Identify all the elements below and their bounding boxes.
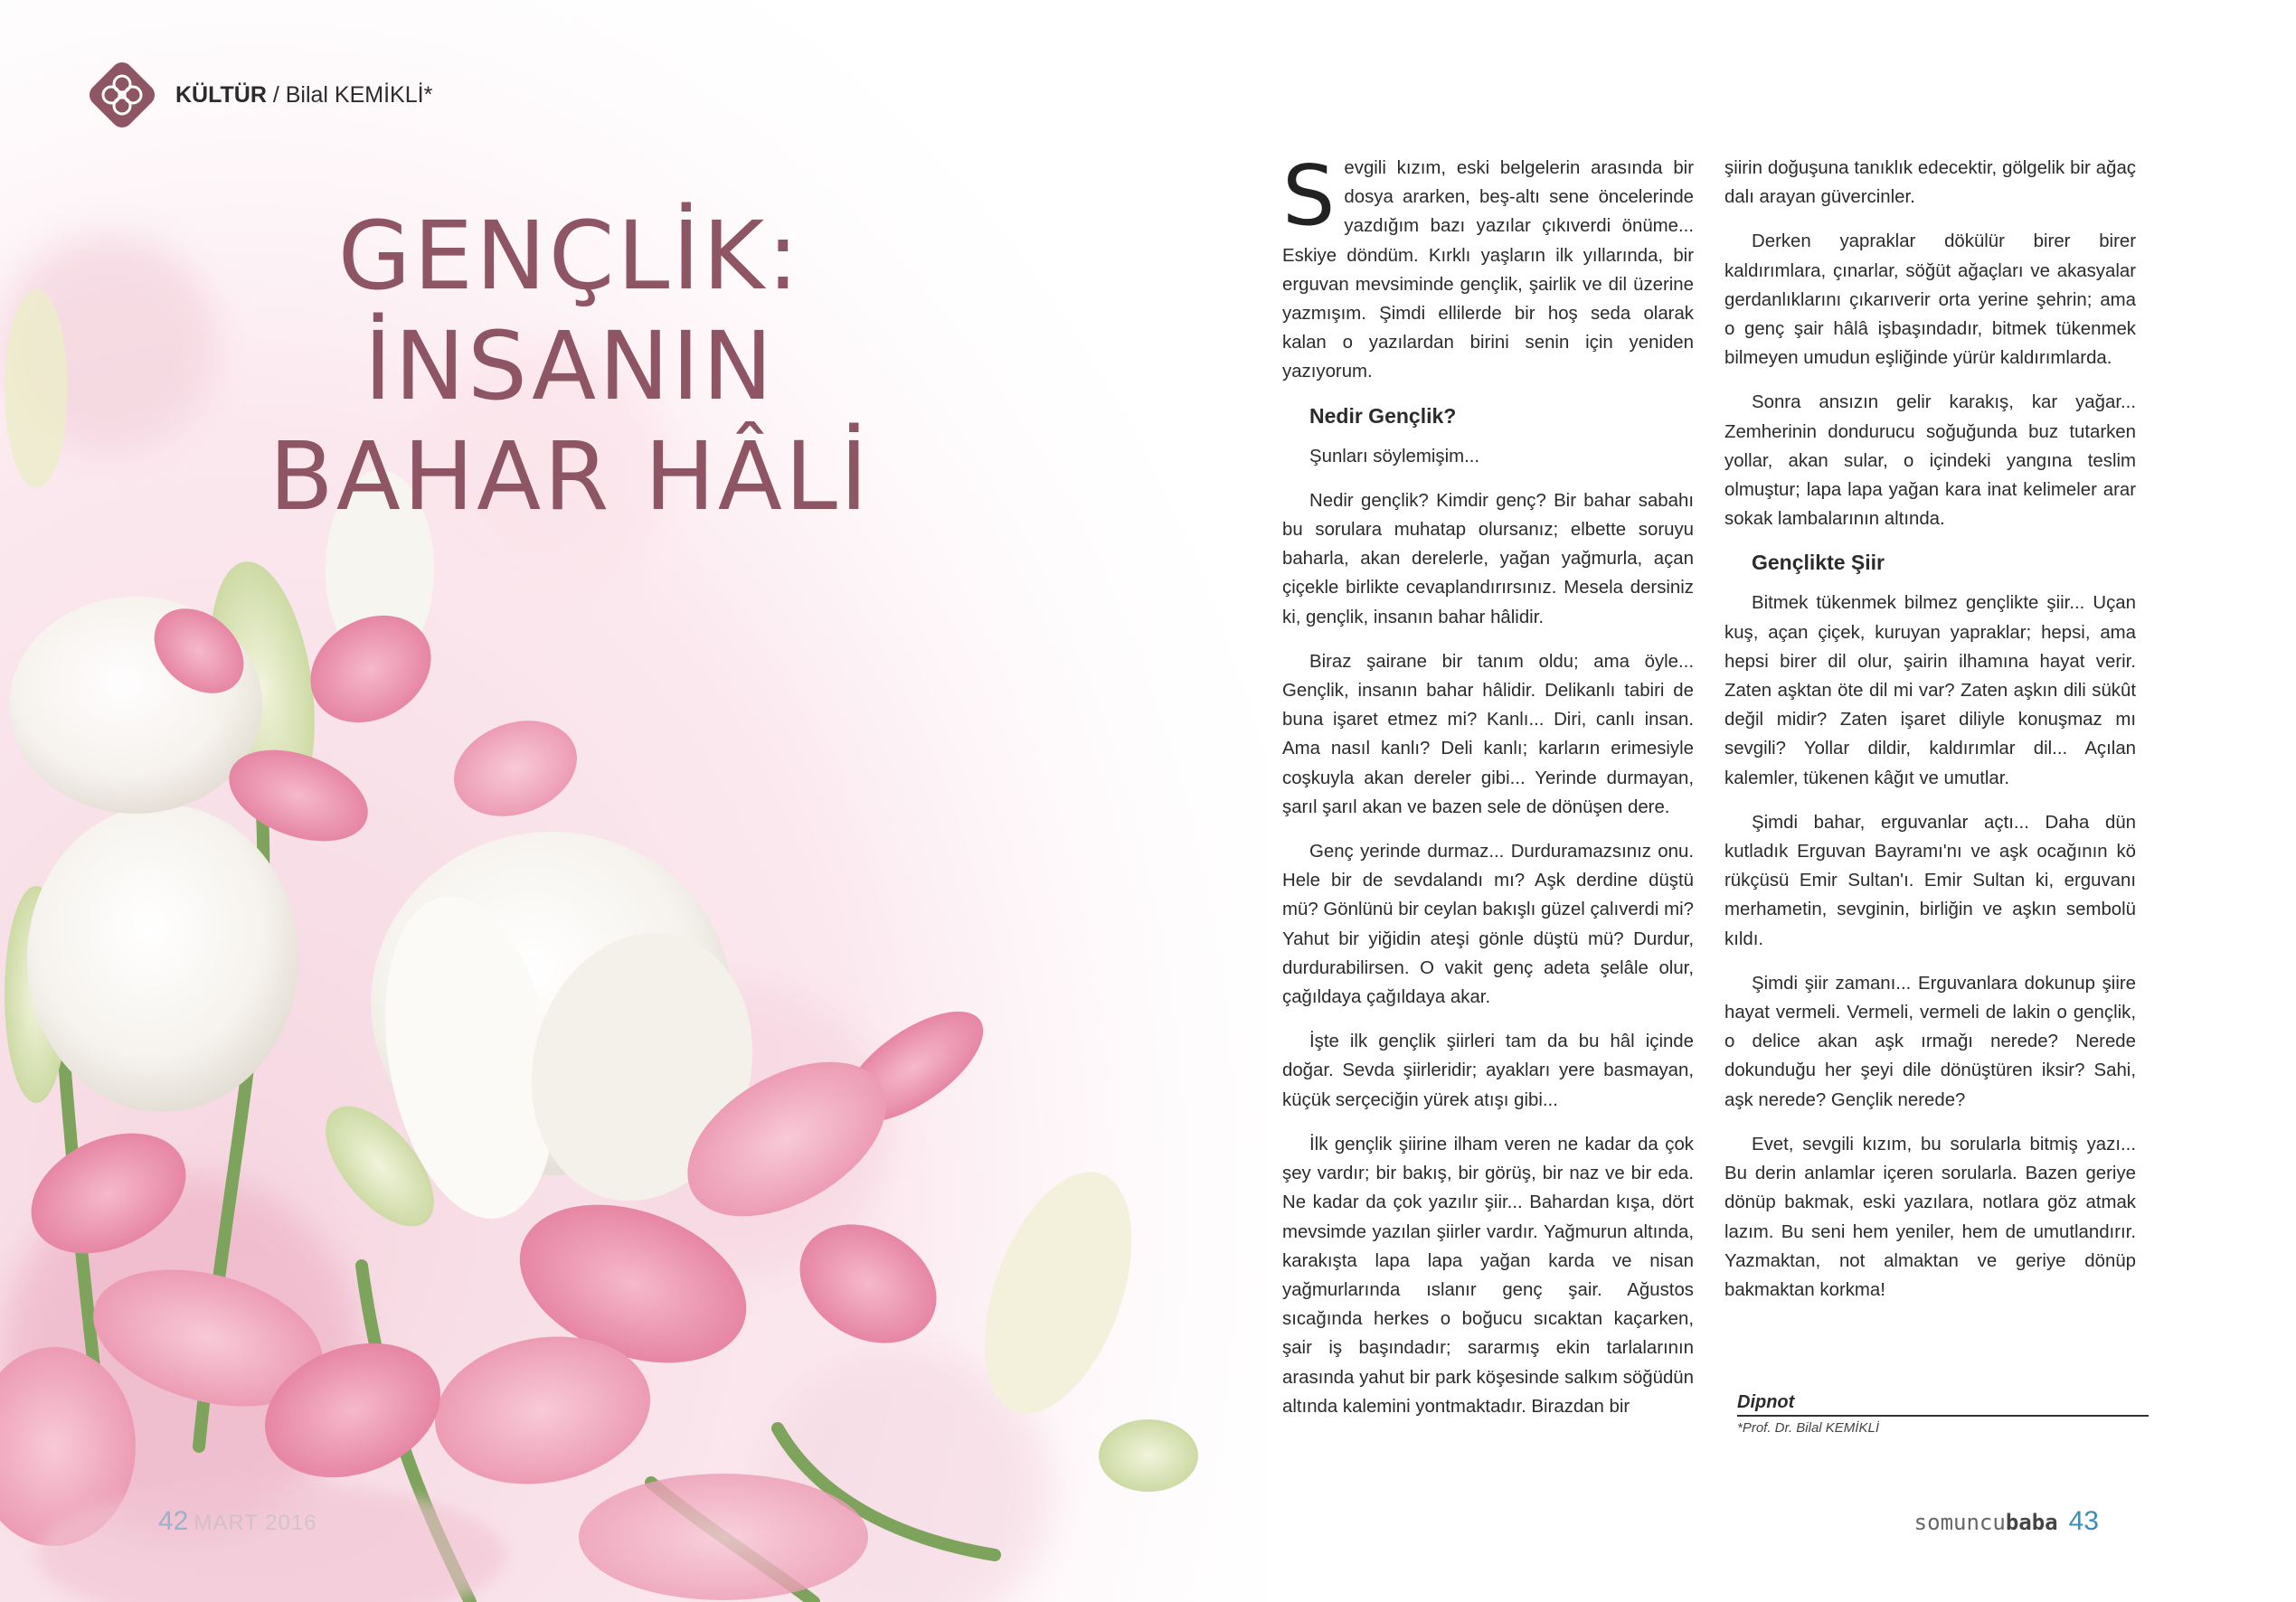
article-paragraph: Genç yerinde durmaz... Durduramazsınız onu. Hele bir de sevdalandı mı? Aşk derdine düştü mü? Gönlünü bir ceylan bakışlı güzel çalıverdi mi? Yahut bir yiğidin ateşi gönle düştü mü? Durdur, durdurabilirsen. O vakit genç adeta şelâle olur, çağıldaya çağıldaya akar. bbox=[1282, 842, 1694, 1008]
subheading: Gençlikte Şiir bbox=[1752, 551, 1885, 575]
page-number-right bbox=[1914, 1506, 2099, 1537]
title-line-2: BAHAR HÂLİ bbox=[269, 421, 871, 532]
footnote-title: Dipnot bbox=[1737, 1392, 2149, 1417]
article-paragraph: Derken yapraklar dökülür birer birer kaldırımlara, çınarlar, söğüt ağaçları ve akasyalar gerdanlıklarını çıkarıverir orta yerine şehrin; ama o genç şair hâlâ işbaşındadır, bitmek tükenmek bilmeyen umudun eşliğinde yürür kaldırımlarda. bbox=[1724, 231, 2136, 369]
article-paragraph: Şimdi şiir zamanı... Erguvanlara dokunup şiire hayat vermeli. Vermeli, vermeli de lakin o gençlik, o delice akan aşk ırmağı nerede? Nerede dokunduğu her şeyi dile dönüştüren iksir? Sahi, aşk nerede? Gençlik nerede? bbox=[1724, 973, 2136, 1110]
article-paragraph: Şunları söylemişim... bbox=[1309, 446, 1480, 466]
page-number-left bbox=[158, 1506, 317, 1537]
article-paragraph: şiirin doğuşuna tanıklık edecektir, gölgelik bir ağaç dalı arayan güvercinler. bbox=[1724, 158, 2136, 208]
footnote-text: *Prof. Dr. Bilal KEMİKLİ bbox=[1737, 1420, 1879, 1436]
magazine-name bbox=[1914, 1510, 2058, 1535]
article-paragraph: Evet, sevgili kızım, bu sorularla bitmiş yazı... Bu derin anlamlar içeren sorularla. Bazen geriye dönüp bakmak, eski yazılara, notlara göz atmak lazım. Bu seni hem yeniler, hem de umutlandırır. Yazmaktan, not almaktan ve geriye dönüp bakmaktan korkma! bbox=[1724, 1134, 2136, 1300]
article-paragraph: İşte ilk gençlik şiirleri tam da bu hâl içinde doğar. Sevda şiirleridir; ayakları yere basmayan, küçük serçeciğin yürek atışı gibi... bbox=[1282, 1032, 1694, 1110]
article-paragraph: Sonra ansızın gelir karakış, kar yağar... Zemherinin dondurucu soğuğunda buz tutarken yollar, akan sular, o içindeki yangına teslim olmuştur; lapa lapa yağan kara inat kelimeler arar sokak lambalarının altında. bbox=[1724, 392, 2136, 530]
section-header bbox=[83, 54, 432, 136]
floral-diamond-icon bbox=[83, 56, 161, 134]
article-title bbox=[136, 201, 1004, 532]
page-number: 42 bbox=[158, 1506, 189, 1536]
section-name: KÜLTÜR bbox=[175, 81, 267, 108]
section-separator: / bbox=[266, 81, 286, 108]
issue-date: MART 2016 bbox=[194, 1511, 317, 1535]
paragraph-text: evgili kızım, eski belgelerin arasında bir dosya ararken, beş-altı sene öncelerinde yazdığım bazı yazılar çıkıverdi önüme... Eskiye döndüm. Kırklı yaşların ilk yıllarında, bir erguvan mevsiminde gençlik, şairlik ve dil üzerine yazmışım. Şimdi ellilerde bir hoş seda olarak kalan o yazılardan birini senin için yeniden yazıyorum. bbox=[1282, 158, 1694, 382]
section-label bbox=[175, 82, 432, 108]
magazine-name-part-1: somuncu bbox=[1913, 1510, 2006, 1535]
author-name: Bilal KEMİKLİ* bbox=[285, 81, 433, 108]
title-line-1: GENÇLİK: İNSANIN bbox=[337, 201, 802, 421]
article-paragraph: Bitmek tükenmek bilmez gençlikte şiir... Uçan kuş, açan çiçek, kuruyan yapraklar; hepsi, ama hepsi birer dil olur, şairin ilhamına hayat verir. Zaten aşktan öte dil mi var? Zaten aşkın dili sükût değil midir? Zaten işaret diliyle konuşmaz mı sevgili? Yollar dildir, kaldırımlar dil... Açılan kalemler, tükenen kâğıt ve umutlar. bbox=[1724, 593, 2136, 788]
article-paragraph: İlk gençlik şiirine ilham veren ne kadar da çok şey vardır; bir bakış, bir görüş, bir naz ve bir eda. Ne kadar da çok yazılır şiir... Bahardan kışa, dört mevsimde yazılan şiirler vardır. Yağmurun altında, karakışta lapa lapa yağan karda ve nisan yağmurlarında ıslanır genç şair. Ağustos sıcağında herkes o boğucu sıcaktan kaçarken, şair iş başındadır; sararmış ekin tarlalarının arasında yahut bir park köşesinde salkım söğüdün altında kalemini yontmaktadır. Birazdan bir bbox=[1282, 1134, 1694, 1417]
article-paragraph: Nedir gençlik? Kimdir genç? Bir bahar sabahı bu sorulara muhatap olursanız; elbette soruyu baharla, akan derelerle, yağan yağmurla, açan çiçekle birlikte cevaplandırırsınız. Mesela dersiniz ki, gençlik, insanın bahar hâlidir. bbox=[1282, 490, 1694, 627]
drop-cap: S bbox=[1282, 147, 1336, 244]
article-paragraph bbox=[1282, 147, 1694, 387]
subheading: Nedir Gençlik? bbox=[1309, 403, 1457, 428]
article-paragraph: Şimdi bahar, erguvanlar açtı... Daha dün kutladık Erguvan Bayramı'nı ve aşk ocağının kö rükçüsü Emir Sultan'ı. Emir Sultan ki, erguvanı merhametin, sevginin, birliğin ve aşkın sembolü kıldı. bbox=[1724, 812, 2136, 949]
article-paragraph: Biraz şairane bir tanım oldu; ama öyle... Gençlik, insanın bahar hâlidir. Delikanlı tabiri de buna işaret etmez mi? Kanlı... Diri, canlı insan. Ama nasıl kanlı? Deli kanlı; karların erimesiyle coşkuyla akan dereler gibi... Yerinde durmayan, şarıl şarıl akan ve bazen sele de dönüşen dere. bbox=[1282, 651, 1694, 817]
article-column-1 bbox=[1282, 147, 1694, 1437]
article-column-2 bbox=[1724, 154, 2136, 1320]
footnote bbox=[1737, 1392, 2149, 1436]
magazine-name-part-2: baba bbox=[2005, 1510, 2058, 1535]
page-number: 43 bbox=[2068, 1506, 2099, 1536]
